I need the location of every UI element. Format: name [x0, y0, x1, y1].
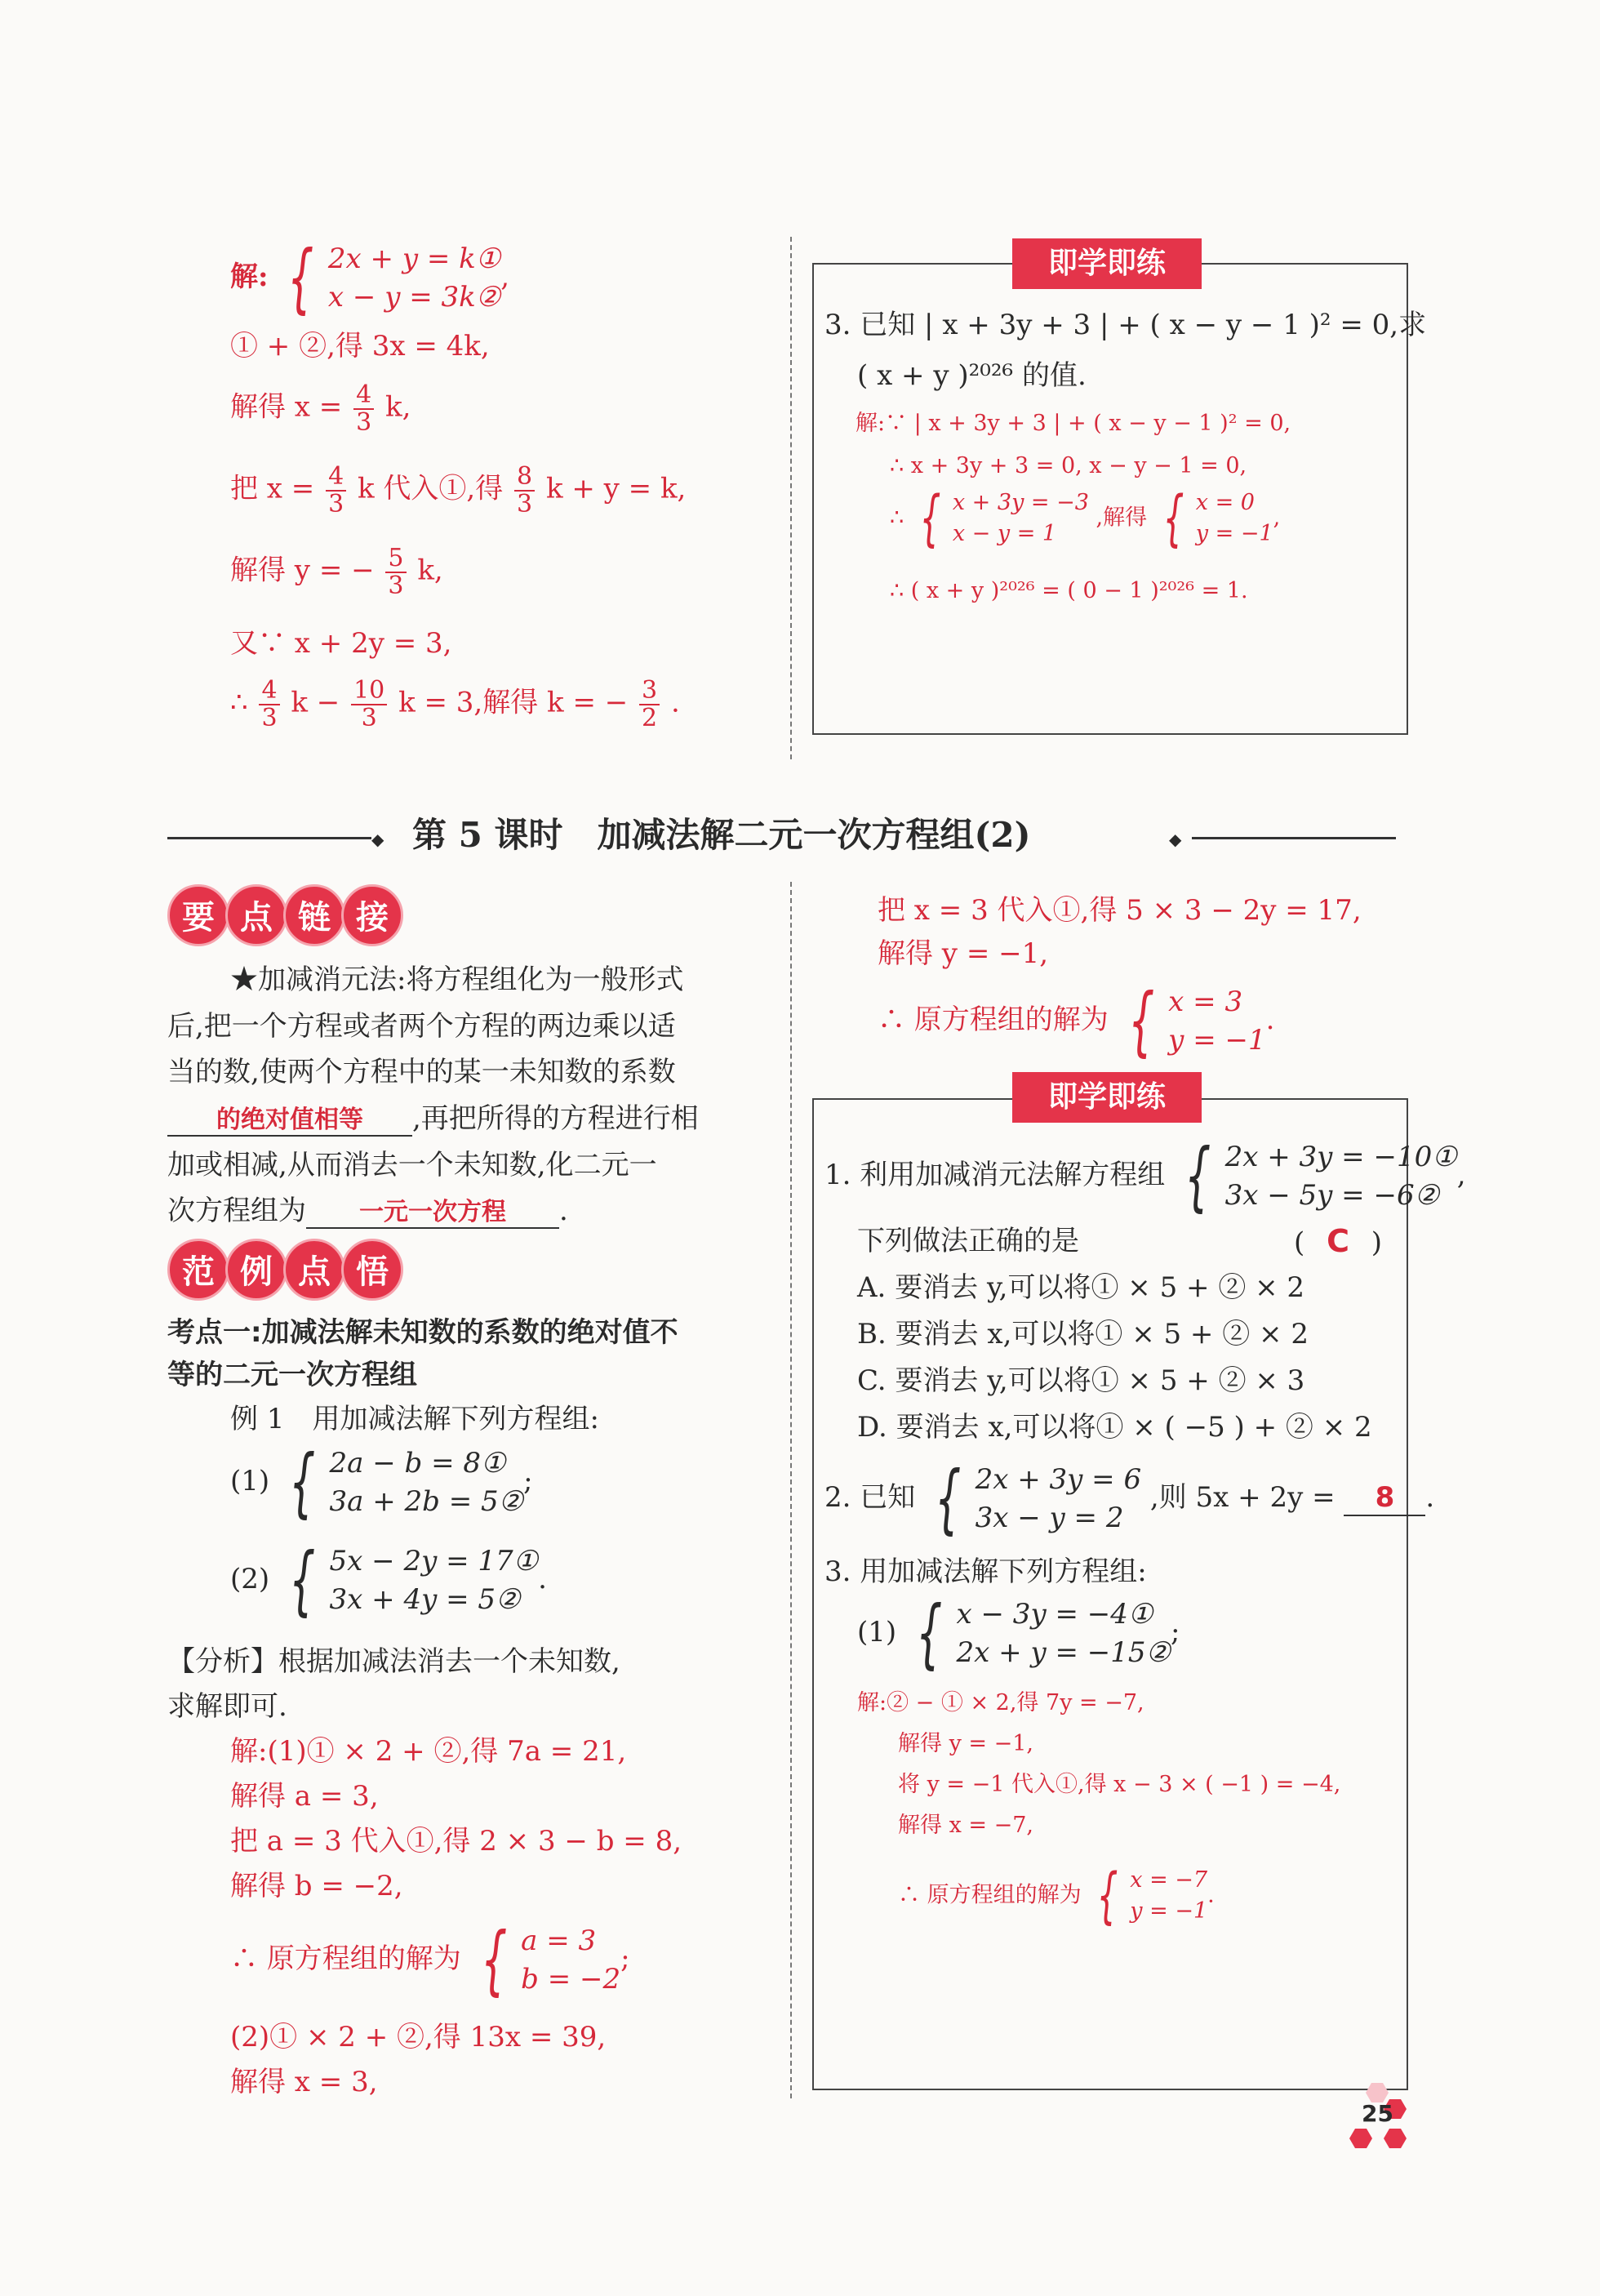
equation-system: { x = −7 y = −1 [1096, 1861, 1208, 1931]
fraction [326, 464, 346, 517]
paragraph-line [167, 1195, 568, 1229]
text: ,则 5x + 2y = [1149, 1481, 1336, 1514]
text: k = 3,解得 k = − [398, 686, 629, 719]
answer-line: 解得 y = −1, [898, 1731, 1034, 1756]
text: ∴ [890, 505, 904, 531]
equation: 2x + y = −15② [956, 1636, 1171, 1669]
denominator: 3 [517, 489, 533, 518]
tl-line-3 [230, 382, 411, 435]
equation: 5x − 2y = 17① [329, 1545, 539, 1578]
badge-char: 范 [167, 1239, 229, 1301]
answer-choice: C [1327, 1223, 1349, 1259]
column-divider [790, 237, 792, 759]
question-3-line-2: ( x + y )²⁰²⁶ 的值. [857, 359, 1087, 392]
text: ∴ 原方程组的解为 [898, 1882, 1082, 1908]
equation-system: { a = 3 b = −2 [480, 1916, 621, 2004]
diamond-icon: ◆ [371, 830, 384, 849]
example-part-2 [230, 1537, 547, 1624]
equation: x − y = 1 [952, 521, 1057, 546]
answer-line [898, 1861, 1215, 1931]
equation: 3x + 4y = 5② [329, 1583, 521, 1616]
equation: y = −1 [1195, 521, 1273, 546]
tl-line-6: 又∵ x + 2y = 3, [230, 627, 452, 660]
practice-badge: 即学即练 [1012, 238, 1202, 289]
equation: x + 3y = −3 [952, 489, 1089, 515]
equation: x − y = 3k② [327, 281, 501, 314]
equation-system: { 2x + 3y = −10① 3x − 5y = −6② [1184, 1132, 1457, 1220]
denominator: 3 [328, 489, 344, 518]
badge-char: 点 [225, 884, 287, 946]
tl-line-4 [230, 464, 686, 517]
badge-char: 接 [341, 884, 403, 946]
fill-blank-answer: 8 [1344, 1481, 1425, 1516]
text: ; [1171, 1616, 1180, 1649]
answer-line: 解得 x = −7, [898, 1813, 1033, 1838]
answer-line: 将 y = −1 代入①,得 x − 3 × ( −1 ) = −4, [898, 1772, 1341, 1797]
solution-line: 解得 b = −2, [230, 1870, 403, 1902]
numerator: 4 [259, 678, 279, 705]
question-2 [824, 1455, 1435, 1542]
option-d: D. 要消去 x,可以将① × ( −5 ) + ② × 2 [857, 1411, 1372, 1444]
text: k 代入①,得 [358, 472, 504, 505]
tl-line-7 [230, 678, 680, 731]
text: . [1265, 1003, 1275, 1036]
equation: x − 3y = −4① [956, 1598, 1153, 1631]
solution-line: 解得 x = 3, [230, 2066, 378, 2098]
badge-char: 要 [167, 884, 229, 946]
fill-blank-answer: 一元一次方程 [306, 1198, 559, 1229]
text: . [1425, 1481, 1435, 1514]
equation-system: { x = 0 y = −1 [1162, 483, 1273, 554]
solution-line [230, 1916, 630, 2004]
question-1 [824, 1132, 1466, 1220]
text: k, [385, 390, 411, 424]
badge-char: 悟 [341, 1239, 403, 1301]
text: 2. 已知 [824, 1481, 916, 1514]
question-3-part-1 [857, 1590, 1180, 1677]
punct: , [500, 260, 510, 293]
text: ,解得 [1096, 505, 1148, 531]
topic-heading: 等的二元一次方程组 [167, 1359, 417, 1391]
title-rule-left [167, 837, 371, 839]
fraction [259, 678, 279, 731]
numerator: 10 [351, 678, 387, 705]
example-title: 例 1 用加减法解下列方程组: [230, 1403, 599, 1435]
equation: x = 3 [1168, 986, 1243, 1019]
equation: y = −1 [1130, 1898, 1208, 1924]
denominator: 3 [356, 407, 372, 437]
solution-line: (2)① × 2 + ②,得 13x = 39, [230, 2021, 607, 2053]
text: 解得 y = − [230, 554, 375, 587]
text: ; [523, 1465, 533, 1497]
text: ∴ 原方程组的解为 [230, 1942, 461, 1975]
equation-system: { x + 3y = −3 x − y = 1 [919, 483, 1089, 554]
column-divider [790, 882, 792, 2098]
text: , [1273, 505, 1281, 531]
text: ∴ 原方程组的解为 [878, 1003, 1109, 1036]
equation: a = 3 [521, 1924, 597, 1958]
equation: 3a + 2b = 5② [329, 1485, 524, 1518]
paragraph-line [167, 1102, 699, 1137]
equation-system: { x = 3 y = −1 [1127, 977, 1266, 1065]
denominator: 3 [261, 703, 278, 732]
equation: b = −2 [521, 1963, 621, 1996]
question-3-title: 3. 用加减法解下列方程组: [824, 1555, 1147, 1588]
title-rule-right [1192, 837, 1396, 839]
text: (1) [857, 1616, 897, 1649]
text: . [538, 1563, 547, 1595]
equation-system: { 2x + 3y = 6 3x − y = 2 [935, 1455, 1142, 1542]
equation: x = −7 [1130, 1867, 1208, 1893]
equation-system: { 5x − 2y = 17① 3x + 4y = 5② [289, 1537, 539, 1624]
solution-line: 解得 a = 3, [230, 1780, 379, 1813]
numerator: 5 [385, 545, 406, 573]
fraction [385, 545, 406, 598]
text: , [1456, 1159, 1466, 1191]
solution-line: 把 x = 3 代入①,得 5 × 3 − 2y = 17, [878, 894, 1362, 927]
equation: y = −1 [1168, 1024, 1266, 1057]
paren: ) [1371, 1226, 1383, 1259]
paragraph-line: 当的数,使两个方程中的某一未知数的系数 [167, 1056, 676, 1088]
example-part-1 [230, 1439, 533, 1526]
question-1-stem: 下列做法正确的是 [857, 1225, 1079, 1257]
analysis-line: 【分析】根据加减法消去一个未知数, [167, 1645, 620, 1678]
equation: 2x + y = k① [327, 243, 501, 276]
equation: 2x + 3y = −10① [1224, 1141, 1457, 1174]
fill-blank-answer: 的绝对值相等 [167, 1106, 412, 1137]
badge-char: 点 [283, 1239, 345, 1301]
answer-line: ∴ x + 3y + 3 = 0, x − y − 1 = 0, [890, 453, 1247, 478]
numerator: 3 [639, 678, 660, 705]
answer-bracket [1294, 1223, 1382, 1261]
fraction [353, 382, 374, 435]
equation-system: { x − 3y = −4① 2x + y = −15② [916, 1590, 1171, 1677]
equation-system: { 2a − b = 8① 3a + 2b = 5② [289, 1439, 524, 1526]
text: ∴ [230, 686, 248, 719]
solution-label: 解: [230, 260, 269, 293]
option-b: B. 要消去 x,可以将① × 5 + ② × 2 [857, 1318, 1309, 1350]
equation: 3x − y = 2 [975, 1502, 1124, 1534]
fraction [639, 678, 660, 731]
numerator: 4 [353, 382, 374, 410]
solution-line [878, 977, 1275, 1065]
text: (2) [230, 1563, 270, 1595]
denominator: 3 [361, 703, 377, 732]
text: . [670, 686, 680, 719]
answer-line [890, 483, 1281, 554]
equation: 2x + 3y = 6 [975, 1463, 1142, 1497]
option-a: A. 要消去 y,可以将① × 5 + ② × 2 [857, 1271, 1305, 1304]
tl-line-2: ① + ②,得 3x = 4k, [230, 330, 490, 363]
practice-badge: 即学即练 [1012, 1072, 1202, 1123]
diamond-icon: ◆ [1169, 830, 1182, 849]
text: . [1207, 1882, 1215, 1908]
section-title: 第 5 课时 加减法解二元一次方程组(2) [412, 815, 1031, 855]
answer-line: ∴ ( x + y )²⁰²⁶ = ( 0 − 1 )²⁰²⁶ = 1. [890, 578, 1248, 603]
tl-line-1 [230, 234, 510, 322]
text: ,再把所得的方程进行相 [412, 1102, 699, 1135]
text: (1) [230, 1465, 270, 1497]
fraction [351, 678, 387, 731]
text: k + y = k, [545, 472, 687, 505]
badge-char: 例 [225, 1239, 287, 1301]
analysis-line: 求解即可. [167, 1690, 287, 1723]
text: 次方程组为 [167, 1195, 306, 1227]
answer-line: 解:② − ① × 2,得 7y = −7, [857, 1690, 1144, 1715]
numerator: 8 [514, 464, 535, 492]
equation-system: { 2x + y = k① x − y = 3k② [287, 234, 501, 322]
numerator: 4 [326, 464, 346, 492]
solution-line: 解:(1)① × 2 + ②,得 7a = 21, [230, 1735, 627, 1768]
tl-line-5 [230, 545, 443, 598]
text: ; [620, 1942, 630, 1975]
option-c: C. 要消去 y,可以将① × 5 + ② × 3 [857, 1364, 1305, 1397]
text: . [559, 1195, 568, 1227]
paren: ( [1294, 1226, 1305, 1259]
text: 把 x = [230, 472, 315, 505]
equation: x = 0 [1195, 489, 1255, 515]
question-3-line-1: 3. 已知 | x + 3y + 3 | + ( x − y − 1 )² = 0,求 [824, 309, 1427, 341]
badge-char: 链 [283, 884, 345, 946]
denominator: 3 [388, 571, 404, 600]
topic-heading: 考点一:加减法解未知数的系数的绝对值不 [167, 1316, 678, 1349]
text: k − [291, 686, 340, 719]
paragraph-line: ★加减消元法:将方程组化为一般形式 [230, 963, 684, 996]
paragraph-line: 加或相减,从而消去一个未知数,化二元一 [167, 1149, 657, 1181]
equation: 3x − 5y = −6② [1224, 1179, 1440, 1212]
answer-line: 解:∵ | x + 3y + 3 | + ( x − y − 1 )² = 0, [856, 411, 1291, 436]
text: 1. 利用加减消元法解方程组 [824, 1159, 1166, 1191]
fraction [514, 464, 535, 517]
denominator: 2 [642, 703, 658, 732]
text: k, [417, 554, 443, 587]
solution-line: 解得 y = −1, [878, 937, 1049, 970]
solution-line: 把 a = 3 代入①,得 2 × 3 − b = 8, [230, 1825, 682, 1858]
paragraph-line: 后,把一个方程或者两个方程的两边乘以适 [167, 1010, 676, 1043]
page-number: 25 [1362, 2100, 1393, 2127]
text: 解得 x = [230, 390, 343, 424]
equation: 2a − b = 8① [329, 1447, 506, 1480]
